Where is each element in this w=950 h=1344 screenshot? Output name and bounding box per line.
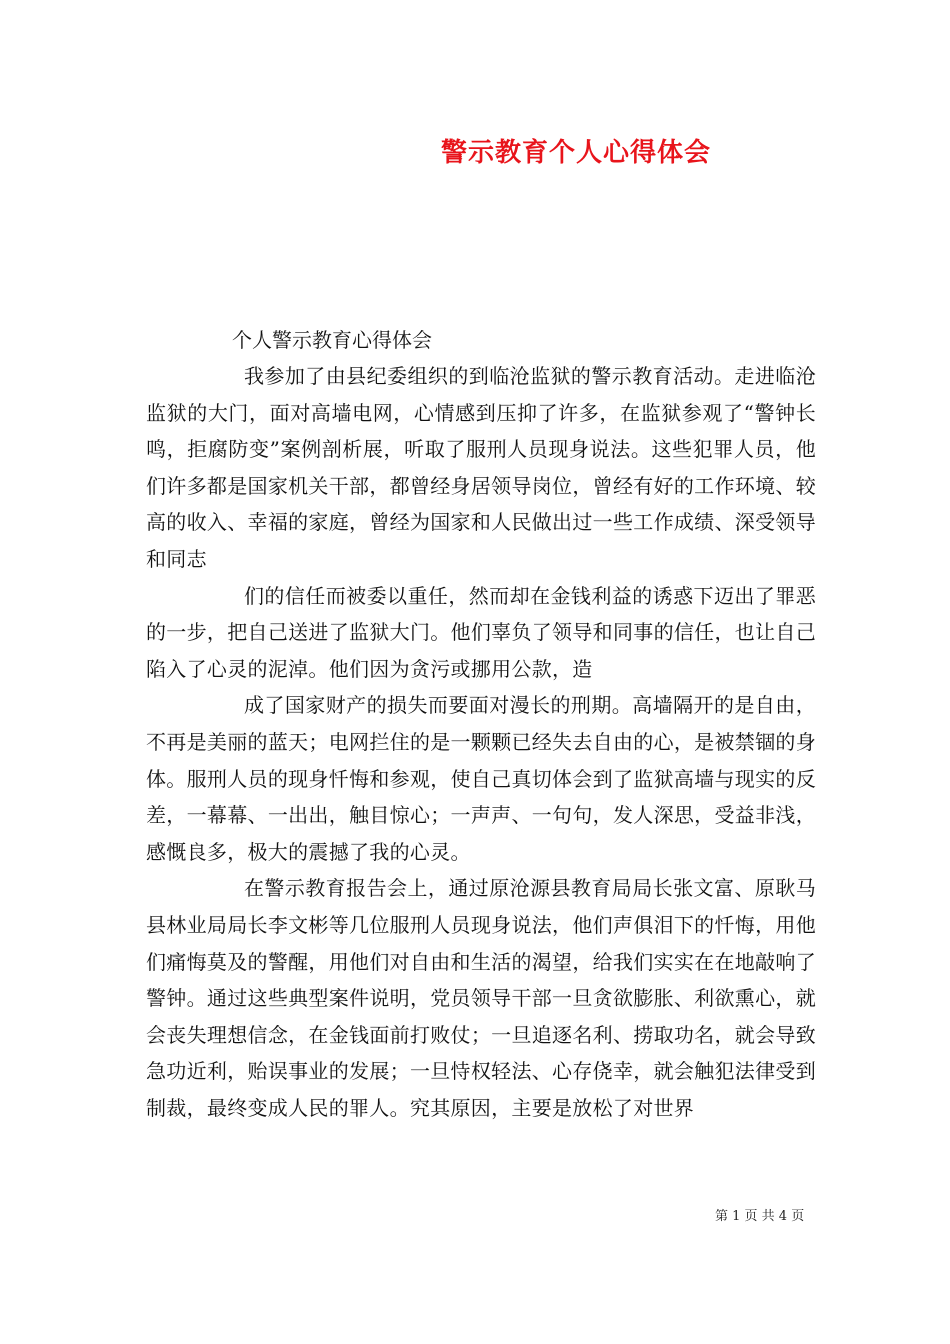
page-number-footer: 第 1 页 共 4 页 [715, 1209, 805, 1224]
document-title: 警示教育个人心得体会 [440, 138, 711, 168]
paragraph: 成了国家财产的损失而要面对漫长的刑期。高墙隔开的是自由，不再是美丽的蓝天；电网拦住的是一颗颗已经失去自由的心，是被禁锢的身体。服刑人员的现身忏悔和参观，使自己真切体会到了监狱高墙与现实的反差，一幕幕、一出出，触目惊心；一声声、一句句，发人深思，受益非浅，感慨良多，极大的震撼了我的心灵。 [146, 693, 816, 864]
paragraph: 在警示教育报告会上，通过原沧源县教育局局长张文富、原耿马县林业局局长李文彬等几位服刑人员现身说法，他们声俱泪下的忏悔，用他们痛悔莫及的警醒，用他们对自由和生活的渴望，给我们实实在在地敲响了警钟。通过这些典型案件说明，党员领导干部一旦贪欲膨胀、利欲熏心，就会丧失理想信念，在金钱面前打败仗；一旦追逐名利、捞取功名，就会导致急功近利，贻误事业的发展；一旦恃权轻法、心存侥幸，就会触犯法律受到制裁，最终变成人民的罪人。究其原因，主要是放松了对世界 [146, 876, 816, 1120]
paragraph: 们的信任而被委以重任，然而却在金钱利益的诱惑下迈出了罪恶的一步，把自己送进了监狱大门。他们辜负了领导和同事的信任，也让自己陷入了心灵的泥淖。他们因为贪污或挪用公款，造 [146, 583, 816, 681]
document-subtitle: 个人警示教育心得体会 [232, 328, 432, 352]
document-body [146, 322, 816, 1126]
paragraph: 我参加了由县纪委组织的到临沧监狱的警示教育活动。走进临沧监狱的大门，面对高墙电网，心情感到压抑了许多，在监狱参观了“警钟长鸣，拒腐防变”案例剖析展，听取了服刑人员现身说法。这些犯罪人员，他们许多都是国家机关干部，都曾经身居领导岗位，曾经有好的工作环境、较高的收入、幸福的家庭，曾经为国家和人民做出过一些工作成绩、深受领导和同志 [146, 364, 816, 571]
